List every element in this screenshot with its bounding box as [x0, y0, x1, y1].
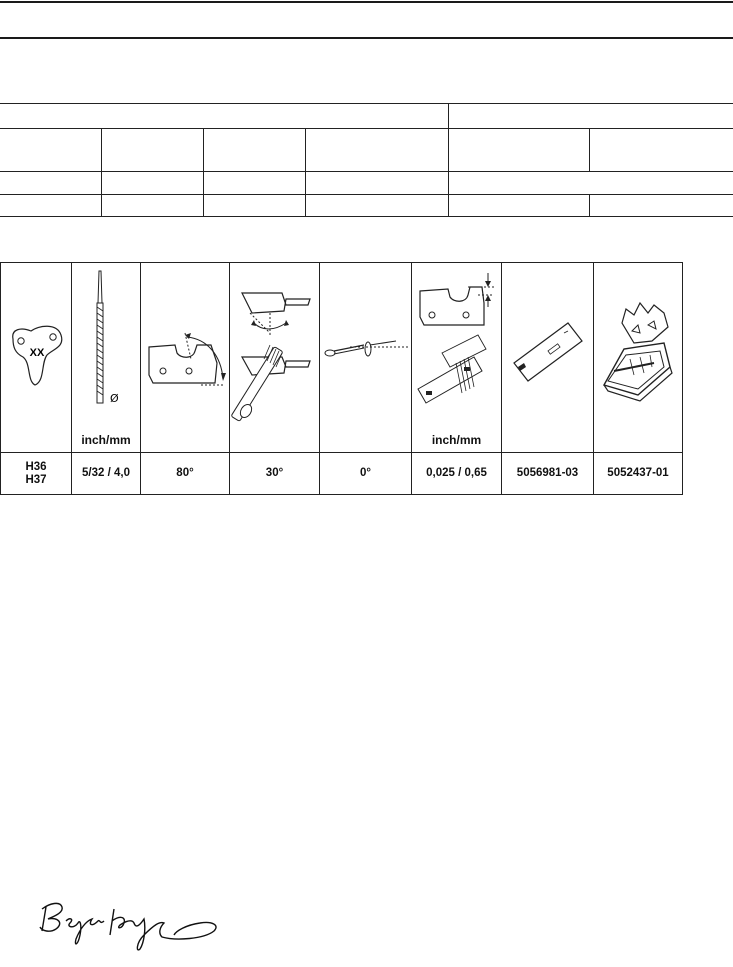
round-file-icon — [72, 263, 141, 433]
header-rule-top — [0, 1, 733, 3]
file-diameter-unit: inch/mm — [81, 433, 131, 447]
file-gauge-holder-icon — [594, 263, 683, 452]
header-rule-bottom — [0, 37, 733, 39]
col-file-tilt — [319, 263, 411, 494]
grid-line — [0, 103, 733, 104]
chain-models: H36 H37 — [25, 460, 47, 486]
grid-line — [0, 171, 733, 172]
grid-line — [0, 128, 733, 129]
file-gauge-value: 5052437-01 — [607, 467, 669, 479]
col-depth-gauge — [411, 263, 501, 494]
grid-line — [589, 128, 590, 171]
top-plate-angle-value: 80° — [176, 467, 194, 479]
col-depth-gauge-tool — [501, 263, 593, 494]
svg-text:XX: XX — [29, 347, 45, 359]
col-top-plate-angle — [140, 263, 229, 494]
grid-line — [448, 103, 449, 216]
grid-line — [0, 194, 733, 195]
depth-gauge-tool-icon — [502, 263, 594, 452]
filing-angle-icon — [230, 263, 320, 452]
file-diameter-value: 5/32 / 4,0 — [82, 467, 130, 479]
col-filing-angle — [229, 263, 319, 494]
sharpening-spec-table — [0, 262, 683, 495]
depth-gauge-unit: inch/mm — [431, 433, 482, 447]
col-file-diameter — [71, 263, 140, 494]
file-tilt-icon — [320, 263, 412, 452]
cutter-angle-icon — [141, 263, 230, 452]
signature-icon — [36, 895, 226, 955]
col-file-gauge — [593, 263, 682, 494]
depth-gauge-icon — [412, 263, 502, 433]
grid-line — [0, 216, 733, 217]
grid-line — [101, 128, 102, 216]
grid-line — [589, 194, 590, 216]
grid-line — [305, 128, 306, 216]
file-tilt-value: 0° — [360, 467, 371, 479]
grid-line — [203, 128, 204, 216]
col-chain-type — [1, 263, 71, 494]
filing-angle-value: 30° — [265, 467, 284, 479]
depth-gauge-value: 0,025 / 0,65 — [426, 467, 487, 479]
svg-text:Ø: Ø — [110, 392, 119, 405]
chain-link-icon — [1, 263, 71, 452]
depth-gauge-tool-value: 5056981-03 — [516, 467, 579, 479]
